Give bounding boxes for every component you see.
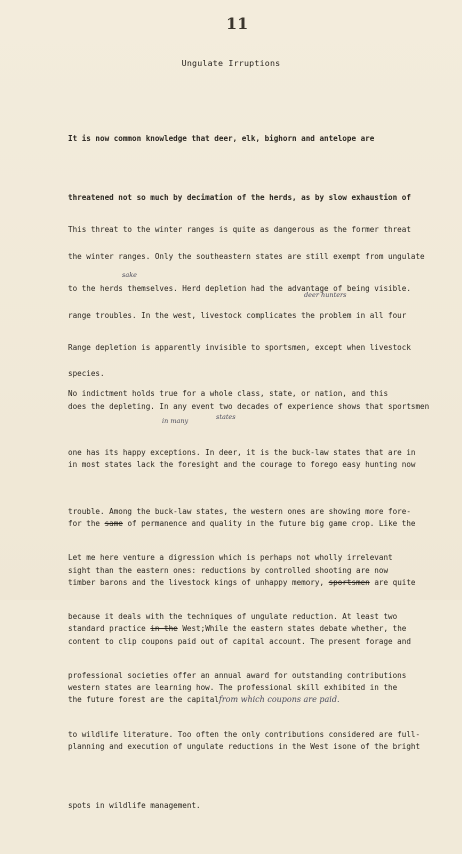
text-line: range troubles. In the west, livestock complicates the problem in all four: [68, 310, 407, 320]
text-segment: for the: [68, 519, 101, 529]
text-line: This threat to the winter ranges is quite as dangerous as the former threat: [68, 225, 411, 235]
text-segment: are quite: [374, 577, 416, 587]
struck-words: in the: [150, 624, 178, 634]
text-segment: West;: [182, 624, 206, 634]
text-line: professional societies offer an annual award for outstanding contributions: [68, 670, 407, 680]
text-line: does the depleting. In any event two decades of experience shows that sportsmen: [68, 401, 430, 411]
handwritten-insertion: from which coupons are paid.: [218, 695, 340, 705]
handwritten-insertion: sake: [122, 271, 137, 279]
handwritten-insertion: in many: [162, 417, 189, 425]
text-segment: While the eastern states debate whether, the: [205, 624, 407, 634]
text-line: sight than the eastern ones: reductions by controlled shooting are now: [68, 565, 389, 575]
text-line: spots in wildlife management.: [68, 800, 201, 810]
text-line: content to clip coupons paid out of capital account. The present forage and: [68, 636, 411, 646]
struck-word: same: [104, 519, 123, 529]
text-line: It is now common knowledge that deer, elk, bighorn and antelope are: [68, 134, 375, 144]
text-segment: the future forest are the capital: [68, 695, 219, 705]
page-title: Ungulate Irruptions: [181, 58, 281, 68]
text-line: to the herds themselves. Herd depletion had the advantage of being visible.: [68, 283, 411, 293]
text-segment: timber barons and the livestock kings of unhappy memory,: [68, 577, 325, 587]
text-line: because it deals with the techniques of ungulate reduction. At least two: [68, 611, 398, 621]
text-line: planning and execution of ungulate reductions in the West isone of the bright: [68, 741, 421, 751]
text-line: species.: [68, 369, 105, 379]
text-line: in most states lack the foresight and the courage to forego easy hunting now: [68, 460, 416, 470]
paragraph-4: [68, 509, 440, 783]
text-segment: standard practice: [68, 624, 146, 634]
page-number: 11: [226, 14, 249, 33]
handwritten-insertion: deer hunters: [304, 291, 347, 299]
text-segment: of permanence and quality in the future big game crop. Like the: [127, 519, 416, 529]
handwritten-insertion: states: [216, 413, 236, 421]
text-line: to wildlife literature. Too often the only contributions considered are full-: [68, 729, 421, 739]
text-line: threatened not so much by decimation of the herds, as by slow exhaustion of: [68, 192, 411, 202]
text-line: Let me here venture a digression which is perhaps not wholly irrelevant: [68, 553, 393, 563]
text-line: western states are learning how. The professional skill exhibited in the: [68, 683, 398, 693]
text-line: one has its happy exceptions. In deer, it is the buck-law states that are in: [68, 447, 416, 457]
struck-word: sportsmen: [328, 577, 370, 587]
text-line: the winter ranges. Only the southeastern states are still exempt from ungulate: [68, 251, 425, 261]
text-line: Range depletion is apparently invisible to sportsmen, except when livestock: [68, 342, 411, 352]
text-line: trouble. Among the buck-law states, the western ones are showing more fore-: [68, 506, 411, 516]
text-line: No indictment holds true for a whole class, state, or nation, and this: [68, 389, 389, 399]
